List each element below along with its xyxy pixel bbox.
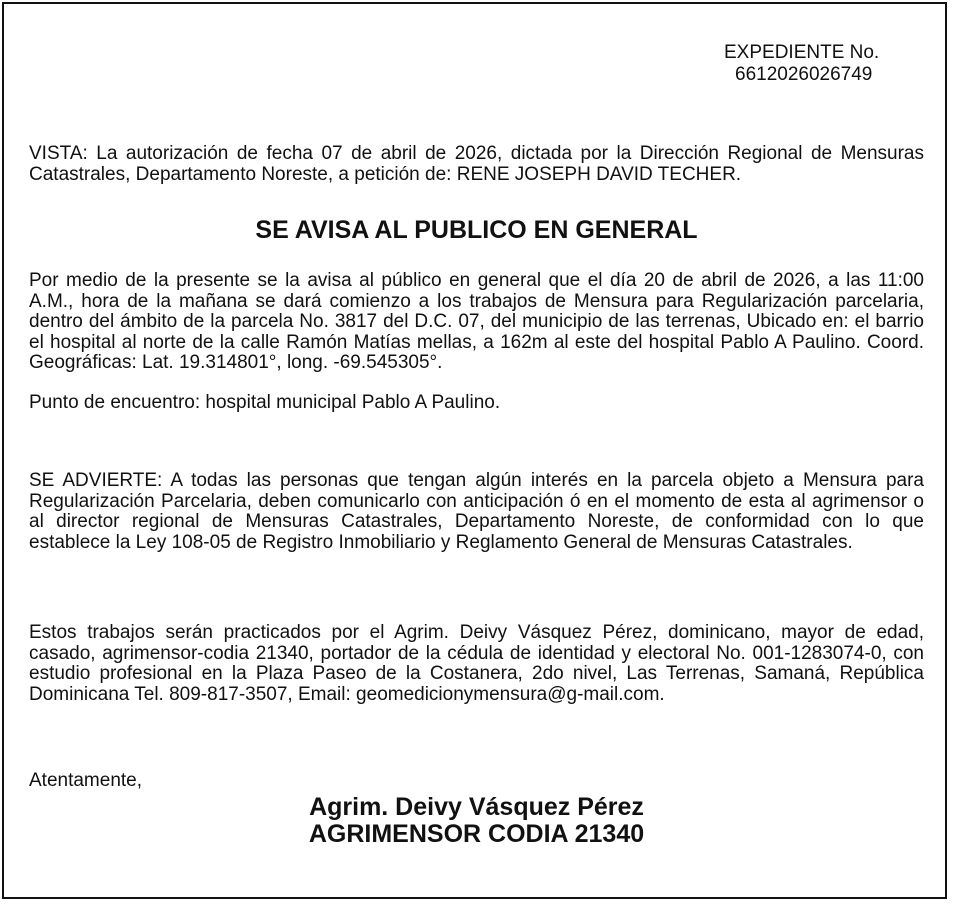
- notice-frame: [2, 2, 947, 899]
- signature-title: AGRIMENSOR CODIA 21340: [308, 820, 645, 848]
- aviso-paragraph: Por medio de la presente se la avisa al público en general que el día 20 de abril de 2026, a las 11:00 A.M., hora de la mañana se dará comienzo a los trabajos de Mensura para Regularización parcelaria, dentro del ámbito de la parcela No. 3817 del D.C. 07, del municipio de las terrenas, Ubicado en: el barrio el hospital al norte de la calle Ramón Matías mellas, a 162m al este del hospital Pablo A Paulino. Coord. Geográficas: Lat. 19.314801°, long. -69.545305°.: [29, 270, 924, 373]
- expediente-label: EXPEDIENTE No.: [724, 42, 880, 63]
- advierte-paragraph: SE ADVIERTE: A todas las personas que tengan algún interés en la parcela objeto a Mensura para Regularización Parcelaria, deben comunicarlo con anticipación ó en el momento de esta al agrimensor o al director regional de Mensuras Catastrales, Departamento Noreste, de conformidad con lo que establece la Ley 108-05 de Registro Inmobiliario y Reglamento General de Mensuras Catastrales.: [29, 470, 924, 553]
- notice-heading: SE AVISA AL PUBLICO EN GENERAL: [255, 216, 698, 244]
- expediente-number: 6612026026749: [735, 64, 873, 85]
- vista-paragraph: VISTA: La autorización de fecha 07 de abril de 2026, dictada por la Dirección Regional de Mensuras Catastrales, Departamento Noreste, a petición de: RENE JOSEPH DAVID TECHER.: [29, 143, 924, 185]
- closing-line: Atentamente,: [29, 770, 143, 791]
- trabajos-paragraph: Estos trabajos serán practicados por el Agrim. Deivy Vásquez Pérez, dominicano, mayor de edad, casado, agrimensor-codia 21340, portador de la cédula de identidad y electoral No. 001-1283074-0, con estudio profesional en la Plaza Paseo de la Costanera, 2do nivel, Las Terrenas, Samaná, República Dominicana Tel. 809-817-3507, Email: geomedicionymensura@g-mail.com.: [29, 622, 924, 705]
- expediente-block: [724, 42, 924, 86]
- signature-name: Agrim. Deivy Vásquez Pérez: [309, 793, 644, 821]
- punto-encuentro-line: Punto de encuentro: hospital municipal Pablo A Paulino.: [29, 392, 501, 413]
